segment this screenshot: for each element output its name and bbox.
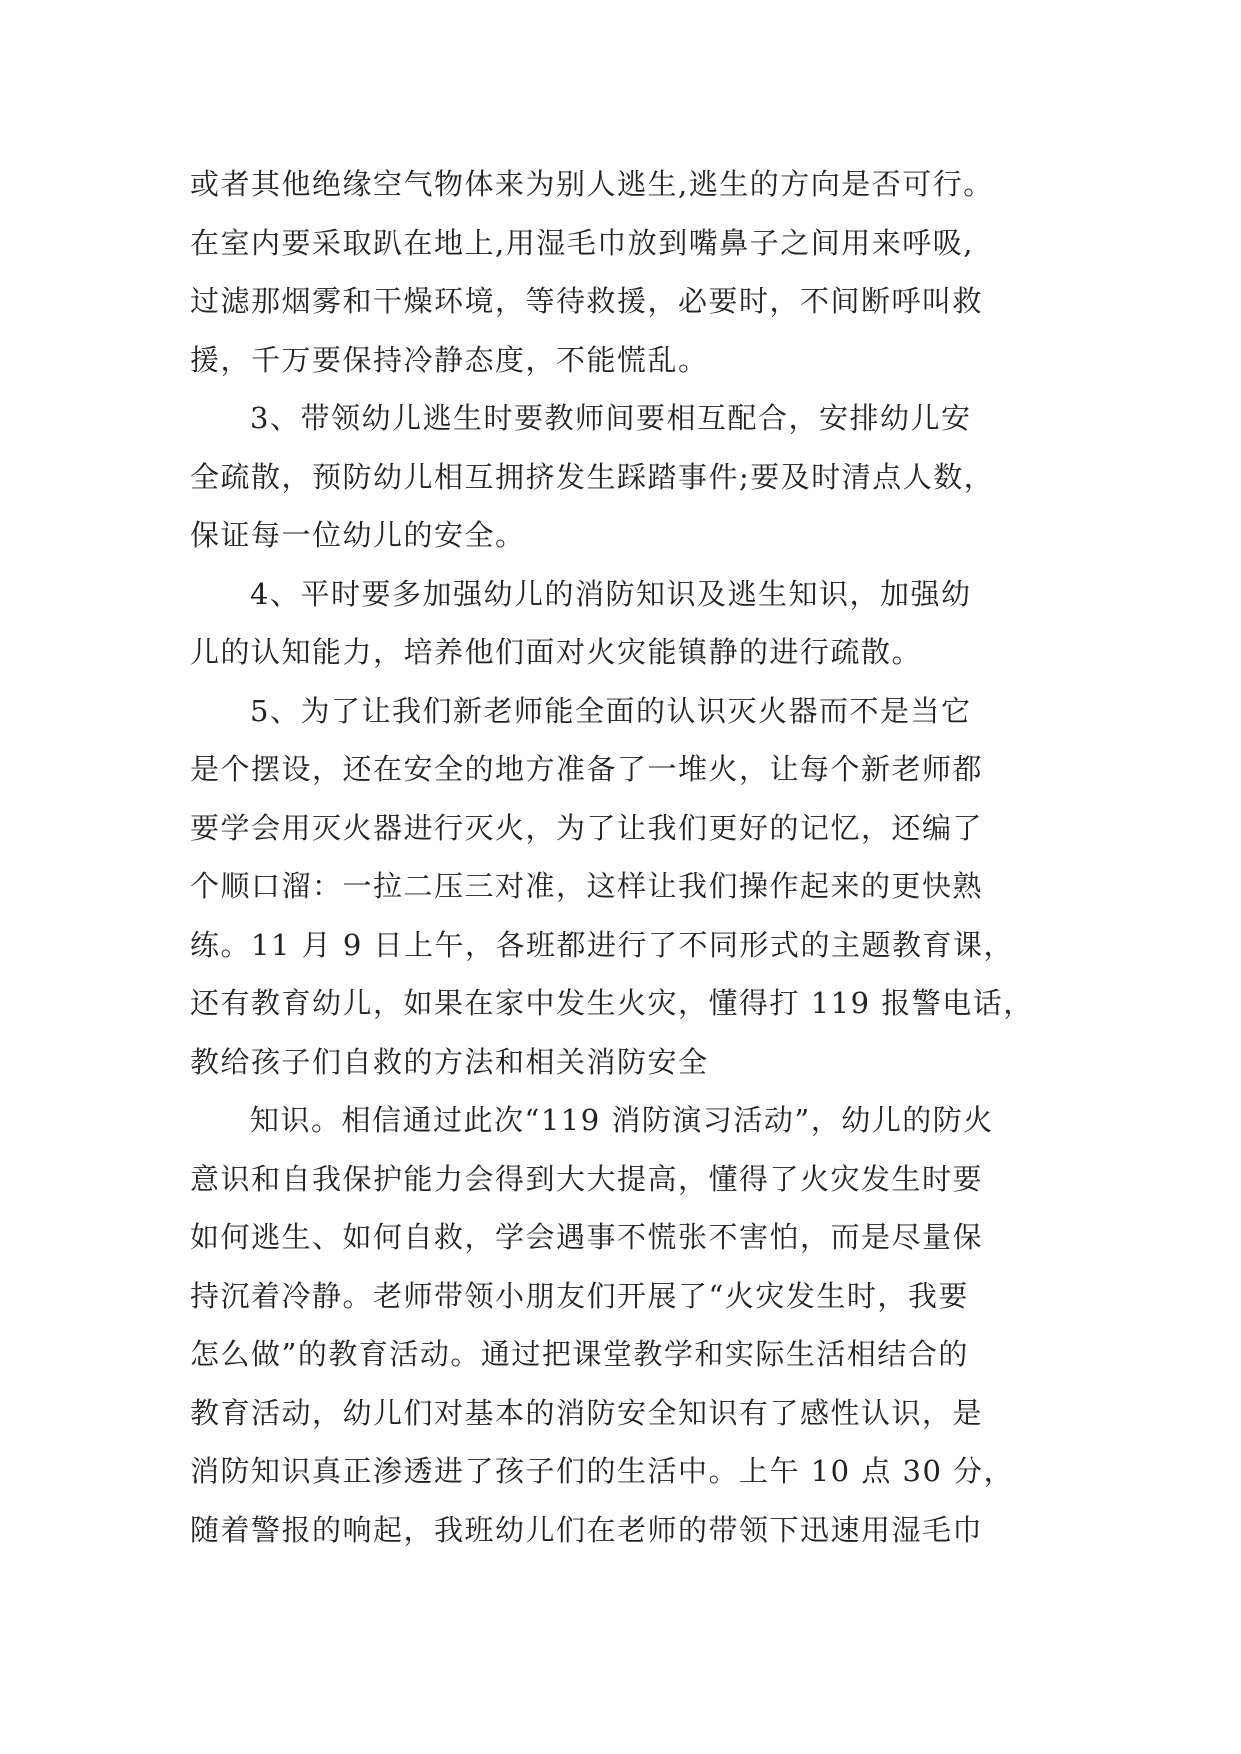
text-line: 持沉着冷静。老师带领小朋友们开展了“火灾发生时，我要	[190, 1278, 969, 1313]
text-line: 教给孩子们自救的方法和相关消防安全	[190, 1044, 709, 1079]
text-line: 援，千万要保持冷静态度，不能慌乱。	[190, 342, 709, 377]
text-line: 保证每一位幼儿的安全。	[190, 518, 526, 552]
text-line: 3、带领幼儿逃生时要教师间要相互配合，安排幼儿安	[250, 401, 972, 435]
text-line: 怎么做”的教育活动。通过把课堂教学和实际生活相结合的	[190, 1337, 969, 1371]
text-line: 要学会用灭火器进行灭火，为了让我们更好的记忆，还编了	[190, 810, 984, 845]
text-line: 练。11 月 9 日上午，各班都进行了不同形式的主题教育课，	[190, 927, 1015, 962]
text-line: 在室内要采取趴在地上,用湿毛巾放到嘴鼻子之间用来呼吸,	[190, 225, 974, 260]
text-line: 是个摆设，还在安全的地方准备了一堆火，让每个新老师都	[190, 752, 984, 786]
text-line: 教育活动，幼儿们对基本的消防安全知识有了感性认识，是	[190, 1395, 984, 1430]
text-line: 意识和自我保护能力会得到大大提高，懂得了火灾发生时要	[190, 1161, 984, 1196]
text-line: 或者其他绝缘空气物体来为别人逃生,逃生的方向是否可行。	[190, 167, 994, 201]
text-line: 过滤那烟雾和干燥环境，等待救援，必要时，不间断呼叫救	[190, 284, 984, 318]
text-line: 4、平时要多加强幼儿的消防知识及逃生知识，加强幼	[250, 576, 972, 611]
text-line: 如何逃生、如何自救，学会遇事不慌张不害怕，而是尽量保	[190, 1220, 984, 1254]
text-line: 还有教育幼儿，如果在家中发生火灾，懂得打 119 报警电话，	[190, 986, 1034, 1020]
text-line: 5、为了让我们新老师能全面的认识灭火器而不是当它	[250, 693, 972, 728]
text-line: 全疏散，预防幼儿相互拥挤发生踩踏事件;要及时清点人数，	[190, 459, 995, 494]
text-line: 个顺口溜：一拉二压三对准，这样让我们操作起来的更快熟	[190, 869, 984, 903]
text-line: 随着警报的响起，我班幼儿们在老师的带领下迅速用湿毛巾	[190, 1512, 984, 1547]
document-body	[190, 155, 1090, 1559]
text-line: 儿的认知能力，培养他们面对火灾能镇静的进行疏散。	[190, 635, 923, 669]
text-line: 消防知识真正渗透进了孩子们的生活中。上午 10 点 30 分，	[190, 1454, 1015, 1488]
text-line: 知识。相信通过此次“119 消防演习活动”，幼儿的防火	[250, 1103, 994, 1137]
